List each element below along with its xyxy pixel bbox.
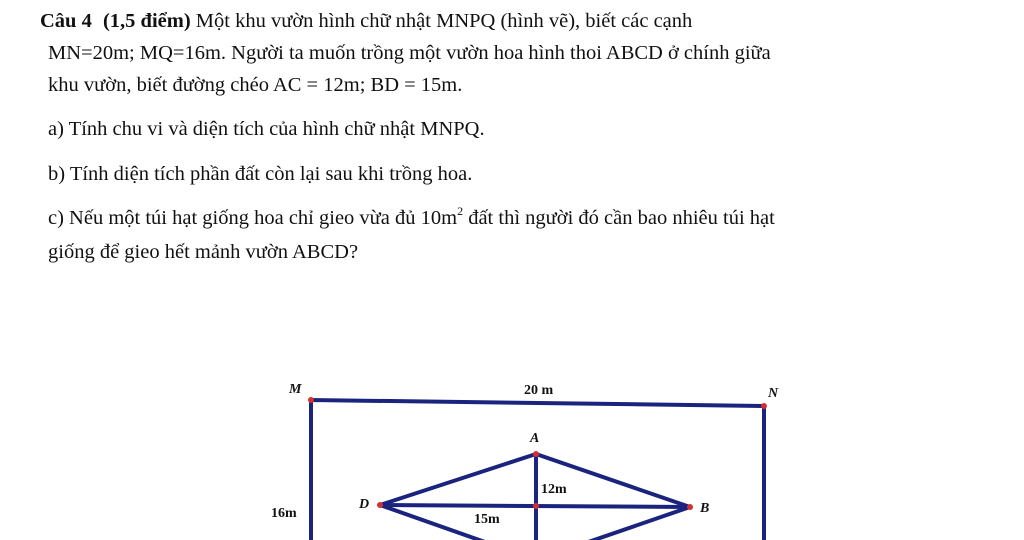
label-ac-length: 12m <box>541 482 567 497</box>
label-bd-length: 15m <box>474 512 500 527</box>
label-mn-length: 20 m <box>524 383 554 398</box>
part-a: a) Tính chu vi và diện tích của hình chữ nhật MNPQ. <box>48 118 485 140</box>
part-c-line-2: giống để gieo hết mảnh vườn ABCD? <box>48 241 359 263</box>
point-d <box>377 502 383 508</box>
point-intersection <box>533 503 539 509</box>
rhombus-upper-left-side <box>380 454 536 505</box>
label-mq-length: 16m <box>271 506 297 521</box>
part-c-superscript: 2 <box>457 204 464 218</box>
problem-line-1: Một khu vườn hình chữ nhật MNPQ (hình vẽ), biết các cạnh <box>195 10 693 32</box>
point-m <box>308 397 314 403</box>
rhombus-lower-right-side <box>536 507 690 540</box>
label-n: N <box>768 386 779 401</box>
part-b: b) Tính diện tích phần đất còn lại sau khi trồng hoa. <box>48 163 473 185</box>
problem-number: Câu 4 <box>40 10 92 32</box>
part-c-text-pre: c) Nếu một túi hạt giống hoa chỉ gieo vừa đủ 10m <box>48 207 458 229</box>
point-b <box>687 504 693 510</box>
label-a: A <box>530 431 540 446</box>
point-n <box>761 403 767 409</box>
label-d: D <box>359 497 370 512</box>
problem-line-3: khu vườn, biết đường chéo AC = 12m; BD = 15m. <box>48 74 463 96</box>
problem-points: (1,5 điểm) <box>102 10 191 32</box>
label-m: M <box>289 382 302 397</box>
problem-line-2: MN=20m; MQ=16m. Người ta muốn trồng một vườn hoa hình thoi ABCD ở chính giữa <box>48 42 771 64</box>
part-c-text-post: đất thì người đó cần bao nhiêu túi hạt <box>463 207 775 229</box>
rhombus-lower-left-side <box>380 505 536 540</box>
rhombus-upper-right-side <box>536 454 690 507</box>
point-a <box>533 451 539 457</box>
label-b: B <box>700 501 710 516</box>
